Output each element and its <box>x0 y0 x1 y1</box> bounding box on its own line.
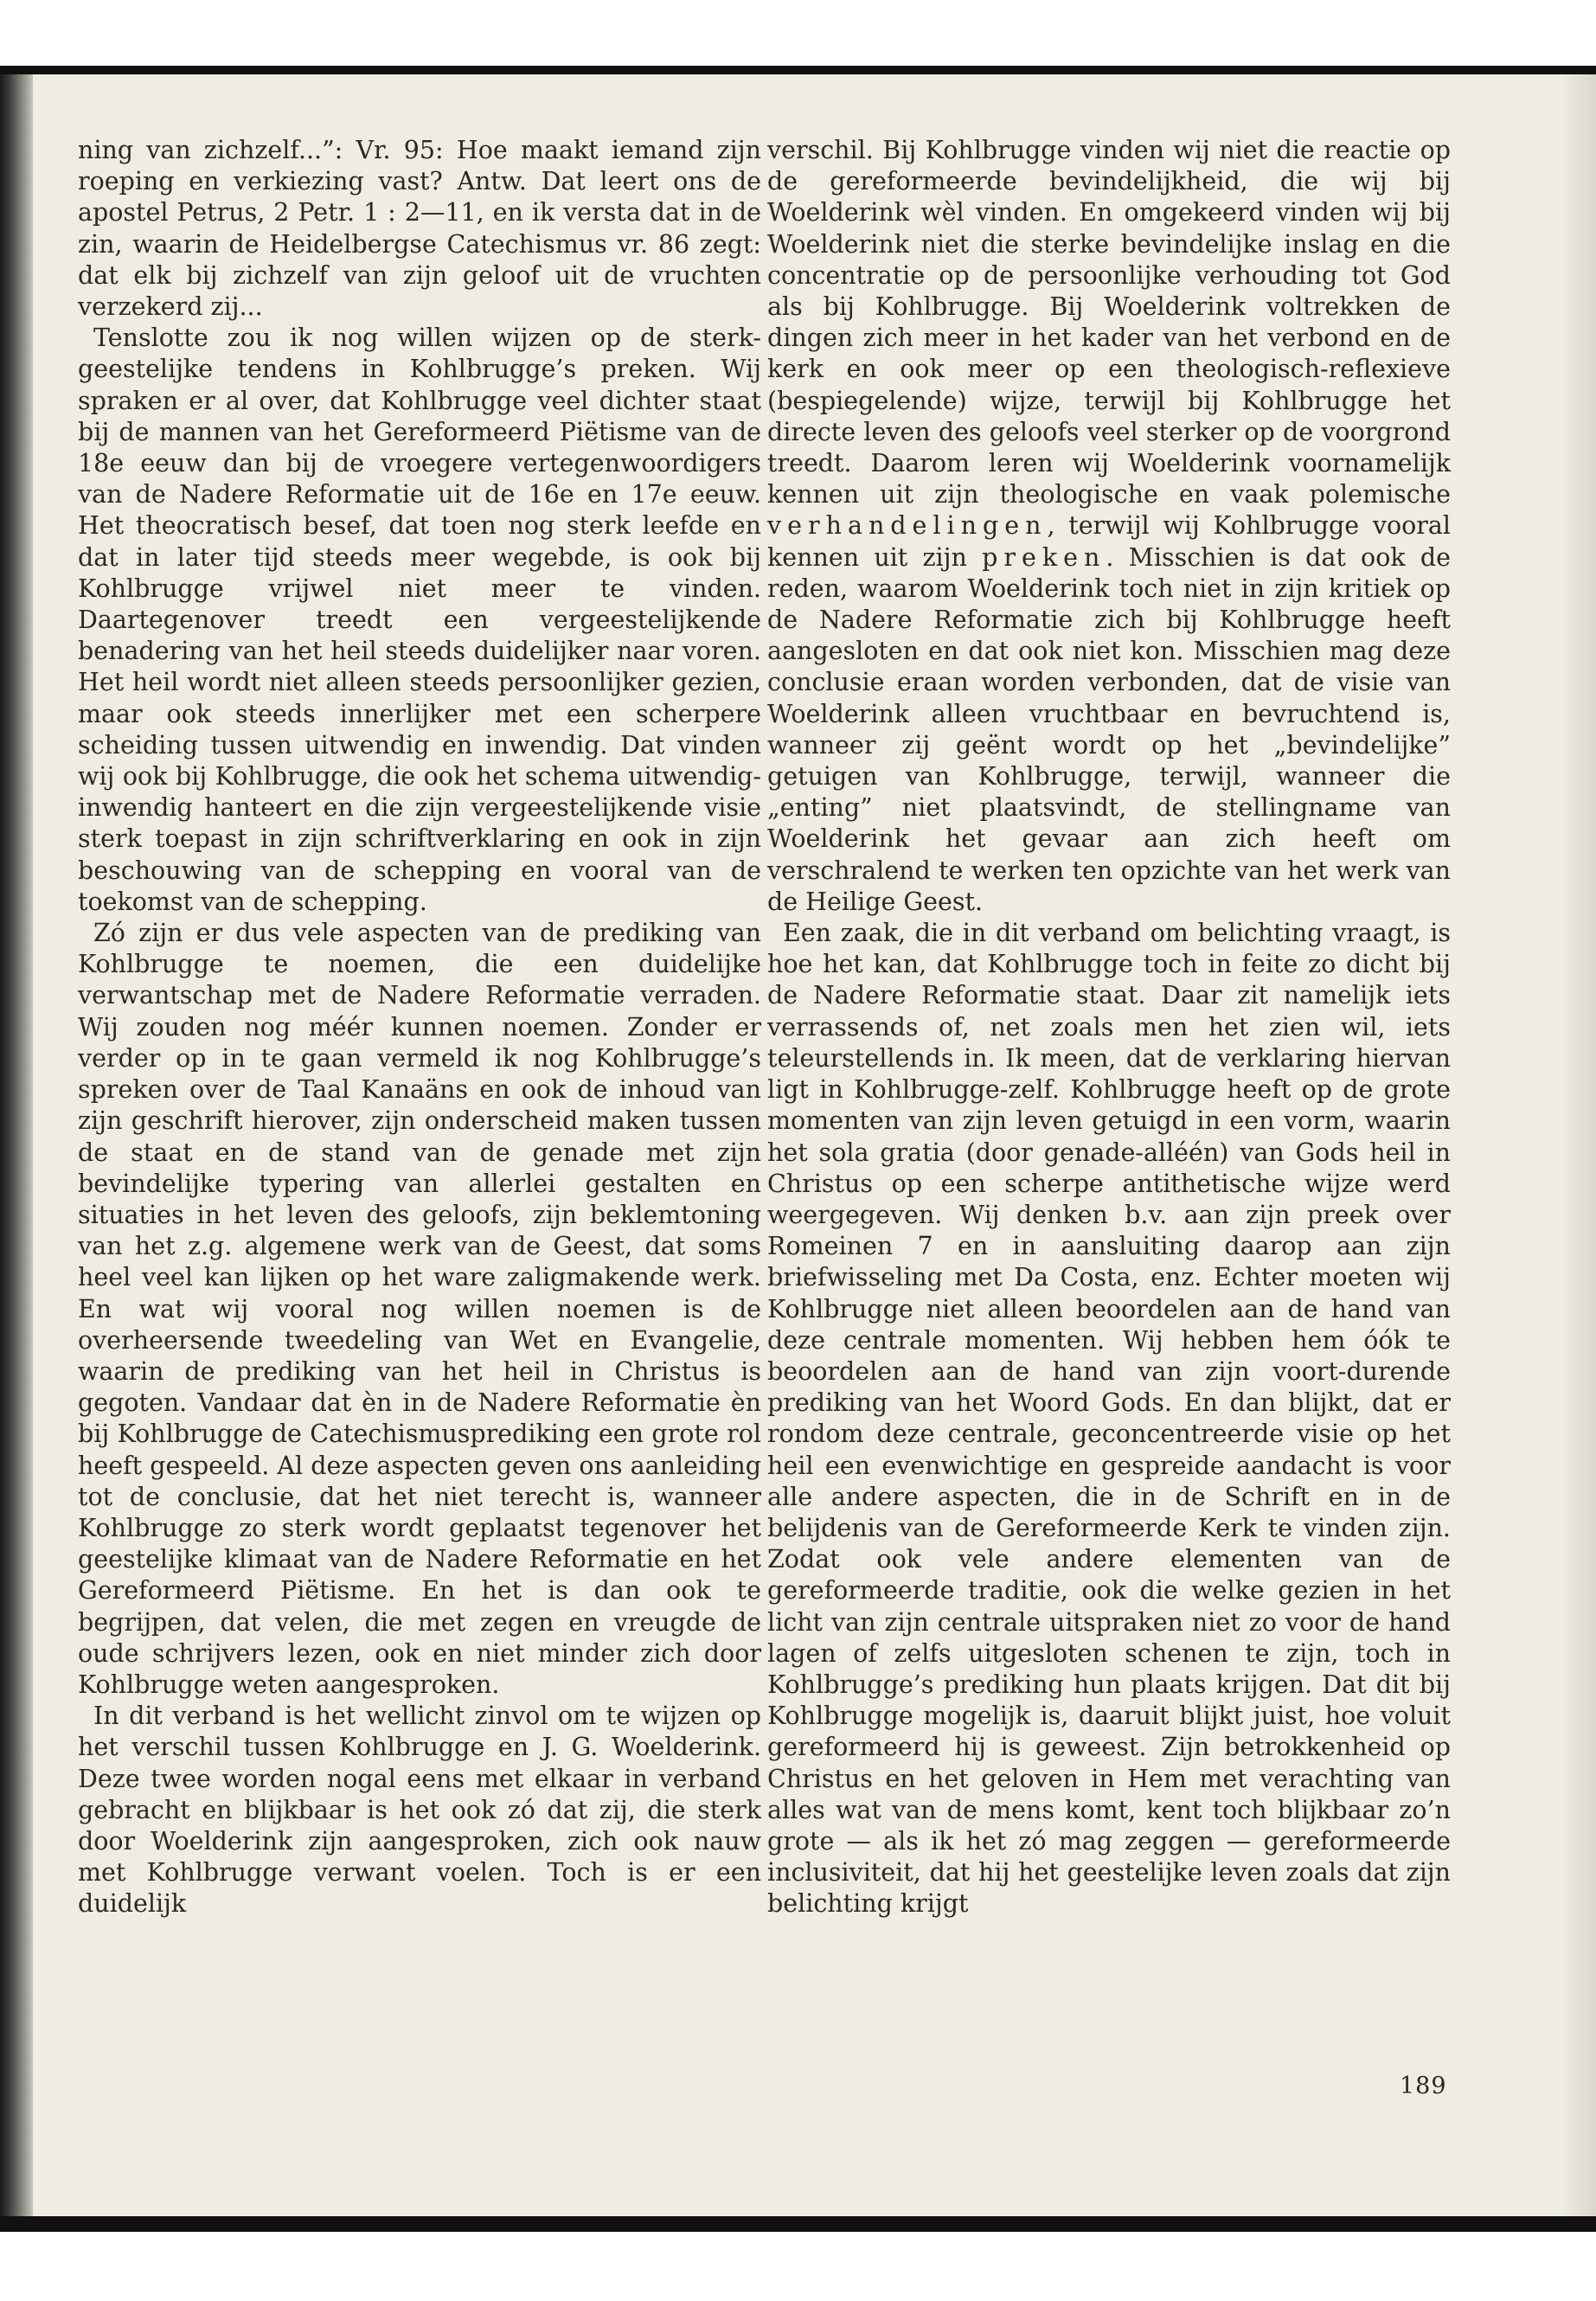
paragraph: ning van zichzelf...”: Vr. 95: Hoe maakt iemand zijn roeping en verkiezing vast? Antw. Dat leert ons de apostel Petrus, 2 Petr. 1 : 2—11, en ik versta dat in de zin, waarin de Heidelbergse Catechismus vr. 86 zegt: dat elk bij zichzelf van zijn geloof uit de vruchten verzekerd zij... <box>78 136 761 322</box>
scan-bottom-border <box>0 2216 1596 2232</box>
scan-top-border <box>0 66 1596 74</box>
paragraph: Een zaak, die in dit verband om belichting vraagt, is hoe het kan, dat Kohlbrugge toch in feite zo dicht bij de Nadere Reformatie staat. Daar zit namelijk iets verrassends of, net zoals men het zien wil, iets teleurstellends in. Ik meen, dat de verklaring hiervan ligt in Kohlbrugge-zelf. Kohlbrugge heeft op de grote momenten van zijn leven getuigd in een vorm, waarin het sola gratia (door genade-alléén) van Gods heil in Christus op een scherpe antithetische wijze werd weergegeven. Wij denken b.v. aan zijn preek over Romeinen 7 en in aansluiting daarop aan zijn briefwisseling met Da Costa, enz. Echter moeten wij Kohlbrugge niet alleen beoordelen aan de hand van deze centrale momenten. Wij hebben hem óók te beoordelen aan de hand van zijn voort-durende prediking van het Woord Gods. En dan blijkt, dat er rondom deze centrale, geconcentreerde visie op het heil een evenwichtige en gespreide aandacht is voor alle andere aspecten, die in de Schrift en in de belijdenis van de Gereformeerde Kerk te vinden zijn. Zodat ook vele andere elementen van de gereformeerde traditie, ook die welke gezien in het licht van zijn centrale uitspraken niet zo voor de hand lagen of zelfs uitgesloten schenen te zijn, toch in Kohlbrugge’s prediking hun plaats krijgen. Dat dit bij Kohlbrugge mogelijk is, daaruit blijkt juist, hoe voluit gereformeerd hij is geweest. Zijn betrokkenheid op Christus en het geloven in Hem met verachting van alles wat van de mens komt, kent toch blijkbaar zo’n grote — als ik het zó mag zeggen — gereformeerde inclusiviteit, dat hij het geestelijke leven zoals dat zijn belichting krijgt <box>767 919 1451 1919</box>
paragraph <box>767 135 1451 918</box>
page-edge-shadow <box>1561 74 1596 2216</box>
paragraph: In dit verband is het wellicht zinvol om te wijzen op het verschil tussen Kohlbrugge en J. G. Woelderink. Deze twee worden nogal eens met elkaar in verband gebracht en blijkbaar is het ook zó dat zij, die sterk door Woelderink zijn aangesproken, zich ook nauw met Kohlbrugge verwant voelen. Toch is er een duidelijk <box>78 1702 761 1919</box>
book-spine-edge <box>0 74 33 2216</box>
spaced-emphasis: verhandelingen <box>767 511 1048 541</box>
text-run: verschil. Bij Kohlbrugge vinden wij niet die reactie op de gereformeerde bevindelijkheid, die wij bij Woelderink wèl vinden. En omgekeerd vinden wij bij Woelderink niet die sterke bevindelijke inslag en die concentratie op de persoonlijke verhouding tot God als bij Kohlbrugge. Bij Woelderink voltrekken de dingen zich meer in het kader van het verbond en de kerk en ook meer op een theologisch-reflexieve (bespiegelende) wijze, terwijl bij Kohlbrugge het directe leven des geloofs veel sterker op de voorgrond treedt. Daarom leren wij Woelderink voornamelijk kennen uit zijn theologische en vaak polemische <box>767 136 1451 510</box>
text-run: . Misschien is dat ook de reden, waarom Woelderink toch niet in zijn kritiek op de Nadere Reformatie zich bij Kohlbrugge heeft aangesloten en dat ook niet kon. Misschien mag deze conclusie eraan worden verbonden, dat de visie van Woelderink alleen vruchtbaar en bevruchtend is, wanneer zij geënt wordt op het „bevindelijke” getuigen van Kohlbrugge, terwijl, wanneer die „enting” niet plaatsvindt, de stellingname van Woelderink het gevaar aan zich heeft om verschralend te werken ten opzichte van het werk van de Heilige Geest. <box>767 542 1451 916</box>
book-page <box>33 74 1596 2216</box>
paragraph: Zó zijn er dus vele aspecten van de prediking van Kohlbrugge te noemen, die een duidelijke verwantschap met de Nadere Reformatie verraden. Wij zouden nog méér kunnen noemen. Zonder er verder op in te gaan vermeld ik nog Kohlbrugge’s spreken over de Taal Kanaäns en ook de inhoud van zijn geschrift hierover, zijn onderscheid maken tussen de staat en de stand van de genade met zijn bevindelijke typering van allerlei gestalten en situaties in het leven des geloofs, zijn beklemtoning van het z.g. algemene werk van de Geest, dat soms heel veel kan lijken op het ware zaligmakende werk. En wat wij vooral nog willen noemen is de overheersende tweedeling van Wet en Evangelie, waarin de prediking van het heil in Christus is gegoten. Vandaar dat èn in de Nadere Reformatie èn bij Kohlbrugge de Catechismusprediking een grote rol heeft gespeeld. Al deze aspecten geven ons aanleiding tot de conclusie, dat het niet terecht is, wanneer Kohlbrugge zo sterk wordt geplaatst tegenover het geestelijke klimaat van de Nadere Reformatie en het Gereformeerd Piëtisme. En het is dan ook te begrijpen, dat velen, die met zegen en vreugde de oude schrijvers lezen, ook en niet minder zich door Kohlbrugge weten aangesproken. <box>78 919 761 1699</box>
left-text-column <box>78 135 761 1920</box>
right-text-column <box>767 135 1451 1920</box>
spaced-emphasis: preken <box>982 542 1106 572</box>
page-number: 189 <box>1400 2073 1447 2099</box>
paragraph: Tenslotte zou ik nog willen wijzen op de sterk-geestelijke tendens in Kohlbrugge’s preken. Wij spraken er al over, dat Kohlbrugge veel dichter staat bij de mannen van het Gereformeerd Piëtisme van de 18e eeuw dan bij de vroegere vertegenwoordigers van de Nadere Reformatie uit de 16e en 17e eeuw. Het theocratisch besef, dat toen nog sterk leefde en dat in later tijd steeds meer wegebde, is ook bij Kohlbrugge vrijwel niet meer te vinden. Daartegenover treedt een vergeestelijkende benadering van het heil steeds duidelijker naar voren. Het heil wordt niet alleen steeds persoonlijker gezien, maar ook steeds innerlijker met een scherpere scheiding tussen uitwendig en inwendig. Dat vinden wij ook bij Kohlbrugge, die ook het schema uitwendig-inwendig hanteert en die zijn vergeestelijkende visie sterk toepast in zijn schriftverklaring en ook in zijn beschouwing van de schepping en vooral van de toekomst van de schepping. <box>78 324 761 916</box>
text-run: , terwijl wij Kohlbrugge vooral kennen uit zijn <box>767 511 1451 572</box>
